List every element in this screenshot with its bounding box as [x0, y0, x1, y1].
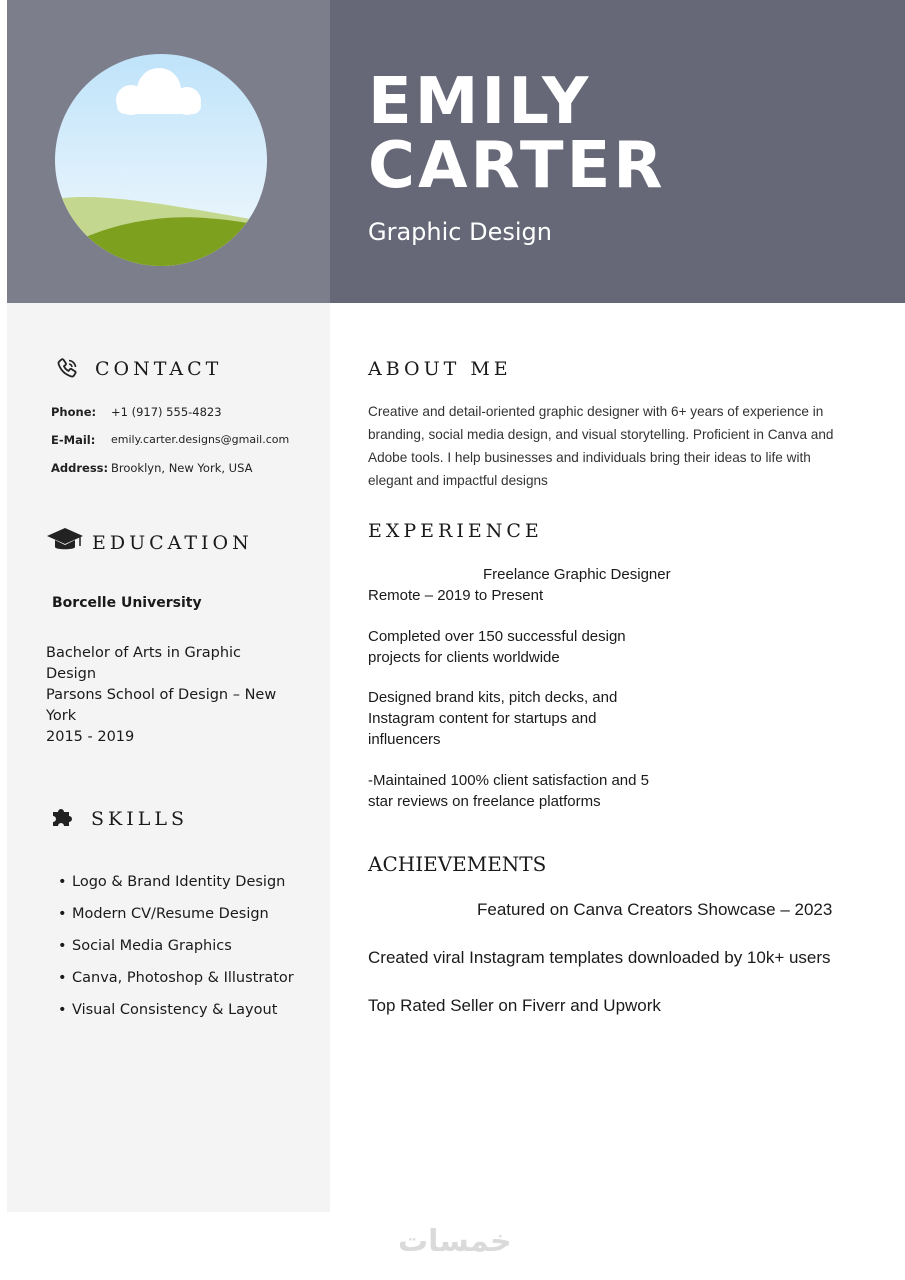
experience-role: Freelance Graphic Designer: [483, 566, 671, 583]
experience-bullet-1b: projects for clients worldwide: [368, 649, 560, 666]
phone-value: +1 (917) 555-4823: [111, 405, 222, 419]
job-title: Graphic Design: [368, 218, 552, 246]
phone-label: Phone:: [51, 405, 97, 419]
contact-heading: CONTACT: [95, 358, 223, 380]
list-item: • Modern CV/Resume Design: [55, 902, 294, 934]
experience-bullet-2c: influencers: [368, 731, 441, 748]
address-label: Address:: [51, 461, 109, 475]
puzzle-icon: [50, 808, 76, 833]
email-label: E-Mail:: [51, 433, 96, 447]
experience-bullet-3b: star reviews on freelance platforms: [368, 793, 601, 810]
education-details: [46, 643, 286, 748]
achievement-item: Featured on Canva Creators Showcase – 2023: [477, 900, 833, 919]
skills-heading: SKILLS: [91, 808, 188, 830]
first-name: EMILY: [368, 65, 592, 139]
list-item: • Canva, Photoshop & Illustrator: [55, 966, 294, 998]
education-heading: EDUCATION: [92, 532, 253, 554]
phone-icon: [55, 357, 79, 386]
university-name: Borcelle University: [52, 595, 202, 611]
full-name: [368, 65, 666, 203]
achievements-heading: ACHIEVEMENTS: [368, 852, 547, 876]
list-item: • Social Media Graphics: [55, 934, 294, 966]
about-text: Creative and detail-oriented graphic designer with 6+ years of experience in branding, social media design, and visual storytelling. Proficient in Canva and Adobe tools. I help businesses and individuals bring their ideas to life with elegant and impactful designs: [368, 404, 834, 488]
experience-bullet-1a: Completed over 150 successful design: [368, 628, 626, 645]
about-heading: ABOUT ME: [368, 358, 512, 380]
school: Parsons School of Design – New York: [46, 687, 277, 724]
achievement-item: Created viral Instagram templates downloaded by 10k+ users: [368, 948, 831, 967]
profile-photo-placeholder: [55, 54, 267, 266]
experience-bullet-2b: Instagram content for startups and: [368, 710, 597, 727]
address-value: Brooklyn, New York, USA: [111, 461, 253, 475]
experience-bullet-3a: -Maintained 100% client satisfaction and 5: [368, 772, 650, 789]
experience-period: Remote – 2019 to Present: [368, 587, 544, 604]
achievement-item: Top Rated Seller on Fiverr and Upwork: [368, 996, 661, 1015]
watermark-logo: خمسات: [398, 1224, 512, 1259]
last-name: CARTER: [368, 129, 666, 203]
experience-bullet-2a: Designed brand kits, pitch decks, and: [368, 689, 618, 706]
list-item: • Logo & Brand Identity Design: [55, 870, 294, 902]
degree: Bachelor of Arts in Graphic Design: [46, 645, 242, 682]
education-years: 2015 - 2019: [46, 729, 135, 745]
graduation-cap-icon: [46, 527, 84, 558]
list-item: • Visual Consistency & Layout: [55, 998, 294, 1030]
experience-heading: EXPERIENCE: [368, 520, 543, 542]
skills-list: [55, 870, 294, 1030]
email-value: emily.carter.designs@gmail.com: [111, 433, 290, 446]
